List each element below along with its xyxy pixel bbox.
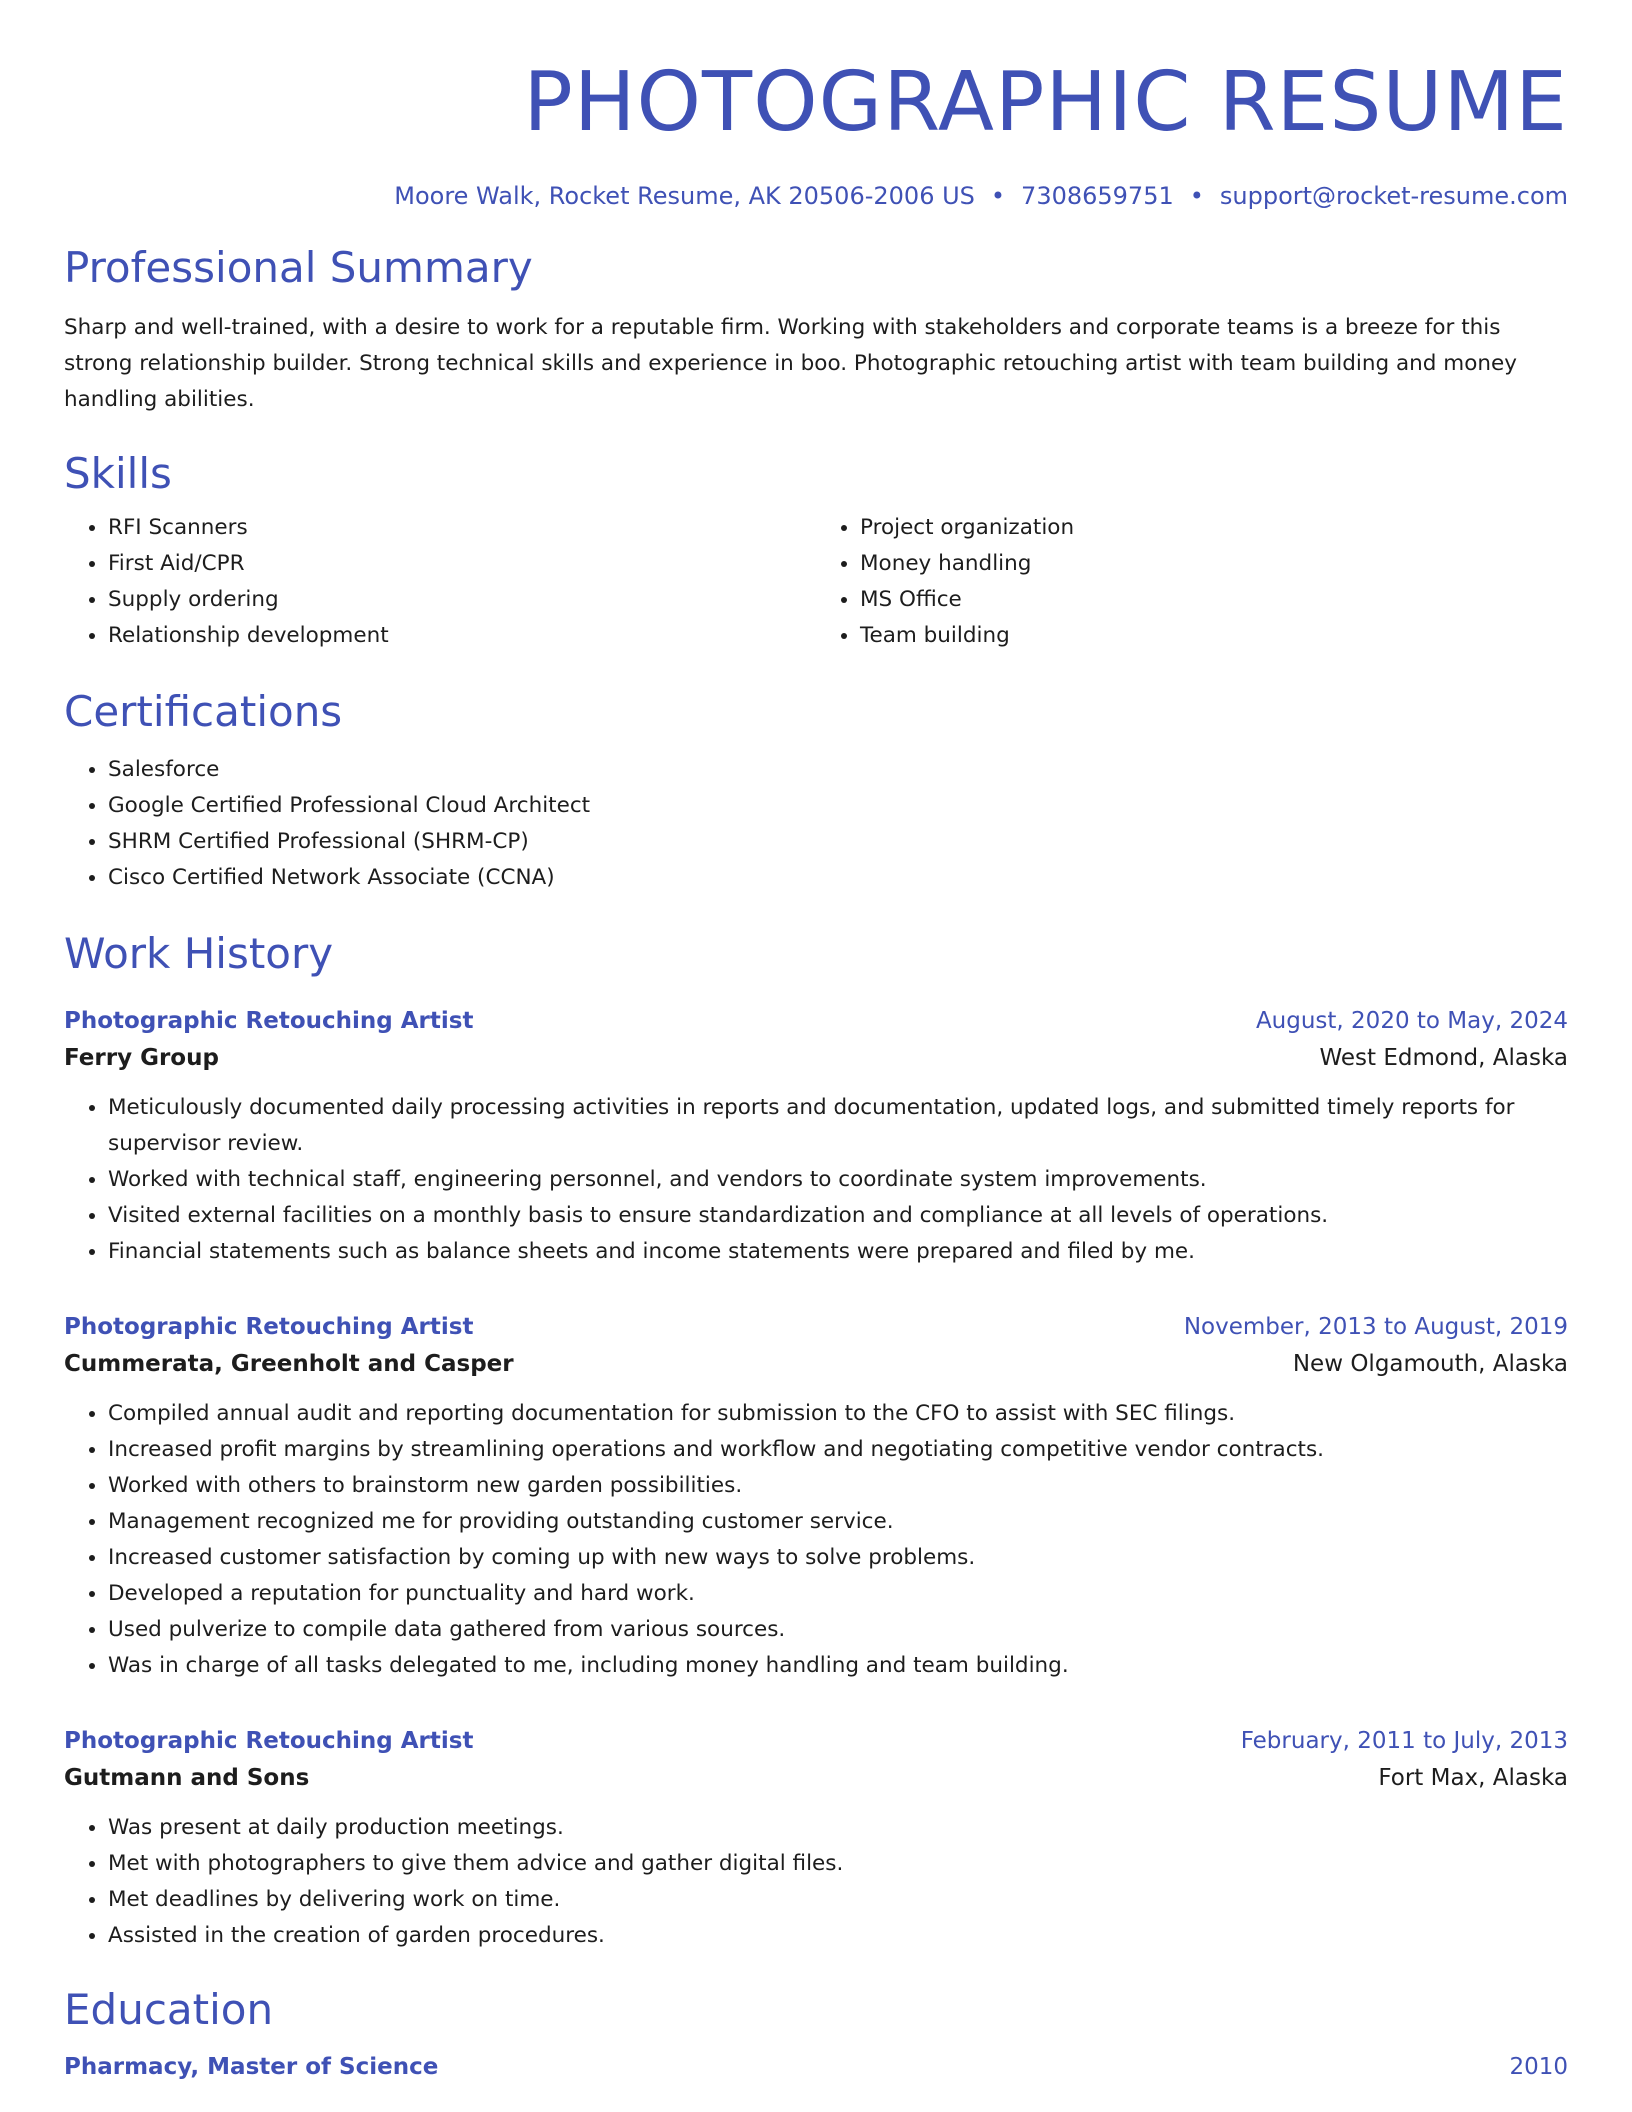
- job-dates: August, 2020 to May, 2024: [1255, 1008, 1568, 1034]
- job-duty-item: • Used pulverize to compile data gathered from various sources.: [108, 1612, 1568, 1648]
- summary-text: Sharp and well-trained, with a desire to work for a reputable firm. Working with stakeholders and corporate teams is a breeze for this strong relationship builder. Strong technical skills and experience in boo. Photographic retouching artist with team building and money handling abilities.: [64, 315, 1517, 412]
- skills-list-left: [64, 510, 816, 654]
- job-duty-item: • Financial statements such as balance sheets and income statements were prepared and filed by me.: [108, 1234, 1568, 1270]
- job-duty-item: • Increased profit margins by streamlining operations and workflow and negotiating competitive vendor contracts.: [108, 1432, 1568, 1468]
- job-duty-item: • Management recognized me for providing outstanding customer service.: [108, 1504, 1568, 1540]
- skill-item: • First Aid/CPR: [108, 546, 816, 582]
- job-duty-item: • Worked with technical staff, engineering personnel, and vendors to coordinate system improvements.: [108, 1162, 1568, 1198]
- job-duty-item: • Met with photographers to give them advice and gather digital files.: [108, 1846, 1568, 1882]
- job-header-row: [64, 1310, 1568, 1344]
- email-link[interactable]: support@rocket-resume.com: [1219, 182, 1568, 210]
- degree: Pharmacy, Master of Science: [64, 2054, 439, 2080]
- job-employer-row: [64, 1758, 1568, 1798]
- job-duty-item: • Was present at daily production meetings.: [108, 1810, 1568, 1846]
- job-entry: [64, 1004, 1568, 1270]
- job-duties-list: [64, 1090, 1568, 1270]
- skill-item: • Project organization: [860, 510, 1568, 546]
- job-duty-item: • Meticulously documented daily processing activities in reports and documentation, updated logs, and submitted timely reports for supervisor review.: [108, 1090, 1568, 1162]
- job-location: West Edmond, Alaska: [1319, 1045, 1568, 1071]
- section-title-summary: Professional Summary: [64, 243, 533, 292]
- graduation-year: 2010: [1509, 2054, 1568, 2080]
- job-header-row: [64, 1724, 1568, 1758]
- job-duties-list: [64, 1810, 1568, 1954]
- certification-item: • Cisco Certified Network Associate (CCNA): [108, 860, 1568, 896]
- skill-item: • Team building: [860, 618, 1568, 654]
- certification-item: • Google Certified Professional Cloud Architect: [108, 788, 1568, 824]
- education-header-row: [64, 2050, 1568, 2084]
- job-location: Fort Max, Alaska: [1378, 1765, 1568, 1791]
- contact-line: [64, 180, 1568, 212]
- skill-item: • MS Office: [860, 582, 1568, 618]
- education-section: [64, 1984, 1568, 2084]
- job-header-row: [64, 1004, 1568, 1038]
- candidate-name: PHOTOGRAPHIC RESUME: [523, 55, 1568, 150]
- job-entry: [64, 1310, 1568, 1684]
- job-duty-item: • Developed a reputation for punctuality and hard work.: [108, 1576, 1568, 1612]
- certifications-list: [64, 752, 1568, 896]
- job-dates: November, 2013 to August, 2019: [1183, 1314, 1568, 1340]
- section-title-certifications: Certifications: [64, 687, 343, 736]
- job-duty-item: • Met deadlines by delivering work on time.: [108, 1882, 1568, 1918]
- job-title: Photographic Retouching Artist: [64, 1728, 474, 1754]
- job-duty-item: • Visited external facilities on a monthly basis to ensure standardization and compliance at all levels of operations.: [108, 1198, 1568, 1234]
- phone: 7308659751: [1021, 182, 1174, 210]
- job-duty-item: • Assisted in the creation of garden procedures.: [108, 1918, 1568, 1954]
- certification-item: • SHRM Certified Professional (SHRM-CP): [108, 824, 1568, 860]
- job-duty-item: • Was in charge of all tasks delegated to me, including money handling and team building.: [108, 1648, 1568, 1684]
- job-dates: February, 2011 to July, 2013: [1240, 1728, 1568, 1754]
- skill-item: • Relationship development: [108, 618, 816, 654]
- job-duty-item: • Compiled annual audit and reporting documentation for submission to the CFO to assist with SEC filings.: [108, 1396, 1568, 1432]
- section-title-education: Education: [64, 1985, 274, 2034]
- work-history-section: [64, 928, 1568, 1954]
- job-entry: [64, 1724, 1568, 1954]
- professional-summary-section: [64, 242, 1568, 418]
- skills-grid: [64, 510, 1568, 654]
- job-company: Ferry Group: [64, 1045, 219, 1071]
- job-company: Gutmann and Sons: [64, 1765, 310, 1791]
- section-title-work-history: Work History: [64, 929, 334, 978]
- certifications-section: [64, 686, 1568, 896]
- job-location: New Olgamouth, Alaska: [1292, 1351, 1568, 1377]
- contact-separator: •: [990, 182, 1006, 210]
- skills-section: [64, 448, 1568, 654]
- address: Moore Walk, Rocket Resume, AK 20506-2006 US: [394, 182, 975, 210]
- job-employer-row: [64, 1344, 1568, 1384]
- job-duties-list: [64, 1396, 1568, 1684]
- skills-list-right: [816, 510, 1568, 654]
- job-title: Photographic Retouching Artist: [64, 1008, 474, 1034]
- job-employer-row: [64, 1038, 1568, 1078]
- certification-item: • Salesforce: [108, 752, 1568, 788]
- job-duty-item: • Worked with others to brainstorm new garden possibilities.: [108, 1468, 1568, 1504]
- job-company: Cummerata, Greenholt and Casper: [64, 1351, 514, 1377]
- skill-item: • RFI Scanners: [108, 510, 816, 546]
- job-duty-item: • Increased customer satisfaction by coming up with new ways to solve problems.: [108, 1540, 1568, 1576]
- skill-item: • Supply ordering: [108, 582, 816, 618]
- skill-item: • Money handling: [860, 546, 1568, 582]
- resume-header: [64, 0, 1568, 212]
- job-title: Photographic Retouching Artist: [64, 1314, 474, 1340]
- contact-separator: •: [1189, 182, 1204, 210]
- education-entry: [64, 2050, 1568, 2084]
- section-title-skills: Skills: [64, 449, 172, 498]
